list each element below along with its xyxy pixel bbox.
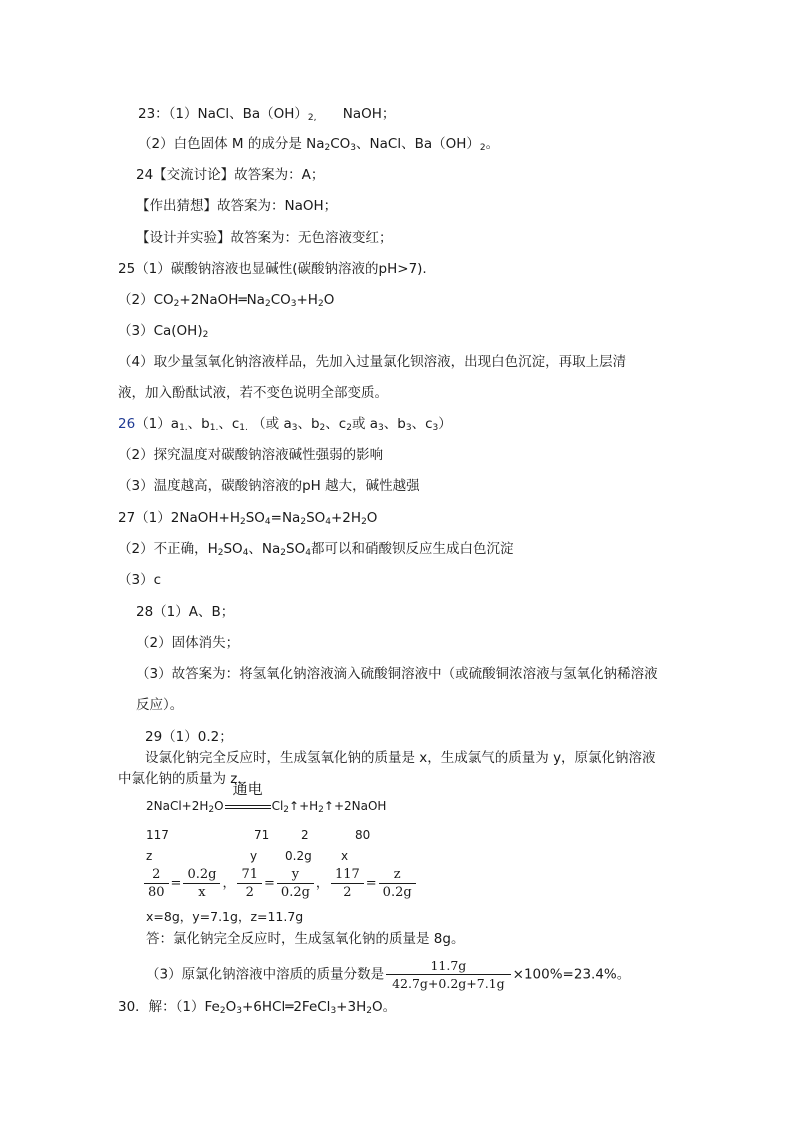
- q26-line2: （2）探究温度对碳酸钠溶液碱性强弱的影响: [118, 447, 384, 463]
- fraction-mass-percent: $\frac{11.7g}{42.7g+0.2g+7.1g}$: [386, 957, 511, 992]
- q25-line4: （4）取少量氢氧化钠溶液样品，先加入过量氯化钡溶液，出现白色沉淀，再取上层清: [118, 354, 627, 370]
- var-y: y: [250, 849, 258, 863]
- q25-number: 25: [118, 261, 136, 277]
- q26-line3: （3）温度越高，碳酸钠溶液的pH 越大，碱性越强: [118, 478, 420, 494]
- reaction-condition-arrow: [225, 780, 271, 816]
- mass-71: 71: [254, 828, 270, 842]
- q23-line1: 23：（1）NaCl、$Ba(OH)_{2,}$ NaOH；: [138, 106, 396, 123]
- q24-line3: 【设计并实验】故答案为：无色溶液变红；: [136, 230, 393, 246]
- q23-line2: （2）白色固体 M 的成分是 $Na_2CO_3$、NaCl、$Ba(OH)_2$。: [138, 136, 500, 153]
- var-x: x: [341, 849, 349, 863]
- q23-part1-text: 23：（1）NaCl、Ba（OH）: [138, 106, 308, 122]
- var-0.2g: 0.2g: [285, 849, 312, 863]
- fraction-y-0.2g: $\frac{y}{0.2g}$: [277, 866, 314, 901]
- fraction-117-2: $\frac{117}{2}$: [331, 866, 364, 901]
- fraction-71-2: $\frac{71}{2}$: [237, 866, 262, 901]
- q28-line3: （3）故答案为：将氢氧化钠溶液滴入硫酸铜溶液中（或硫酸铜浓溶液与氢氧化钠稀溶液: [136, 666, 658, 682]
- q25-line5: 液，加入酚酞试液，若不变色说明全部变质。: [118, 385, 388, 401]
- fraction-z-0.2g: $\frac{z}{0.2g}$: [379, 866, 416, 901]
- q26-number: 26: [118, 416, 136, 432]
- q28-line4: 反应）。: [136, 697, 184, 713]
- proportion-equations: $\frac{2}{80}$ = $\frac{0.2g}{x}$ ， $\frac{71}{2}$ = $\frac{y}{0.2g}$ ， $\frac{117}{2}$ = $\frac{z}{0.2g}$: [142, 866, 418, 901]
- var-z: z: [146, 849, 153, 863]
- q27-line2: （2）不正确，$H_2SO_4$、$Na_2SO_4$都可以和硝酸钡反应生成白色沉淀: [118, 541, 514, 558]
- q29-answer: 答：氯化钠完全反应时，生成氢氧化钠的质量是 8g。: [146, 931, 465, 947]
- q25-line1: 25（1）碳酸钠溶液也显碱性(碳酸钠溶液的pH>7).: [118, 261, 427, 277]
- q29-part3: （3）原氯化钠溶液中溶质的质量分数是 $\frac{11.7g}{42.7g+0.2g+7.1g}$ ×100%=23.4%。: [146, 958, 631, 991]
- q29-line2: 设氯化钠完全反应时，生成氢氧化钠的质量是 x，生成氯气的质量为 y，原氯化钠溶液: [145, 750, 656, 766]
- q29-line3: 中氯化钠的质量为 z，: [118, 771, 251, 787]
- reaction-condition: 通电: [232, 780, 263, 798]
- q28-line2: （2）固体消失；: [136, 635, 240, 651]
- fraction-2-80: $\frac{2}{80}$: [144, 866, 169, 901]
- q25-line3: $(3)Ca(OH)_2$: [118, 323, 209, 340]
- fraction-0.2g-x: $\frac{0.2g}{x}$: [183, 866, 220, 901]
- q26-line1: $26(1)a_{1.}$、$b_{1.}$、$c_{1.}$ （或 $a_3$、$b_2$、$c_2$或 $a_3$、$b_3$、$c_3$）: [118, 416, 452, 433]
- mass-117: 117: [146, 828, 169, 842]
- q24-line1: 24【交流讨论】故答案为：A；: [136, 167, 325, 183]
- q24-line2: 【作出猜想】故答案为：NaOH；: [136, 198, 338, 214]
- q29-results: x=8g，y=7.1g，z=11.7g: [146, 909, 304, 924]
- q29-line1: 29（1）0.2；: [145, 729, 233, 745]
- mass-80: 80: [355, 828, 371, 842]
- q28-line1: 28（1）A、B；: [136, 604, 235, 620]
- q30-line1: 30．解：$(1)Fe_2O_3+6HCl═2FeCl_3+3H_2O$。: [118, 999, 397, 1016]
- q27-line1: $27(1)2NaOH+H_2SO_4=Na_2SO_4+2H_2O$: [118, 510, 378, 527]
- q23-part1-naoh: NaOH；: [342, 106, 396, 122]
- q29-equation: $2NaCl+2H_2O$ 通电 $Cl_2↑+H_2↑+2NaOH$: [146, 780, 387, 815]
- mass-2: 2: [301, 828, 309, 842]
- q27-line3: （3）c: [118, 572, 162, 588]
- q25-line2: $(2)CO_2+2NaOH═Na_2CO_3+H_2O$: [118, 292, 335, 309]
